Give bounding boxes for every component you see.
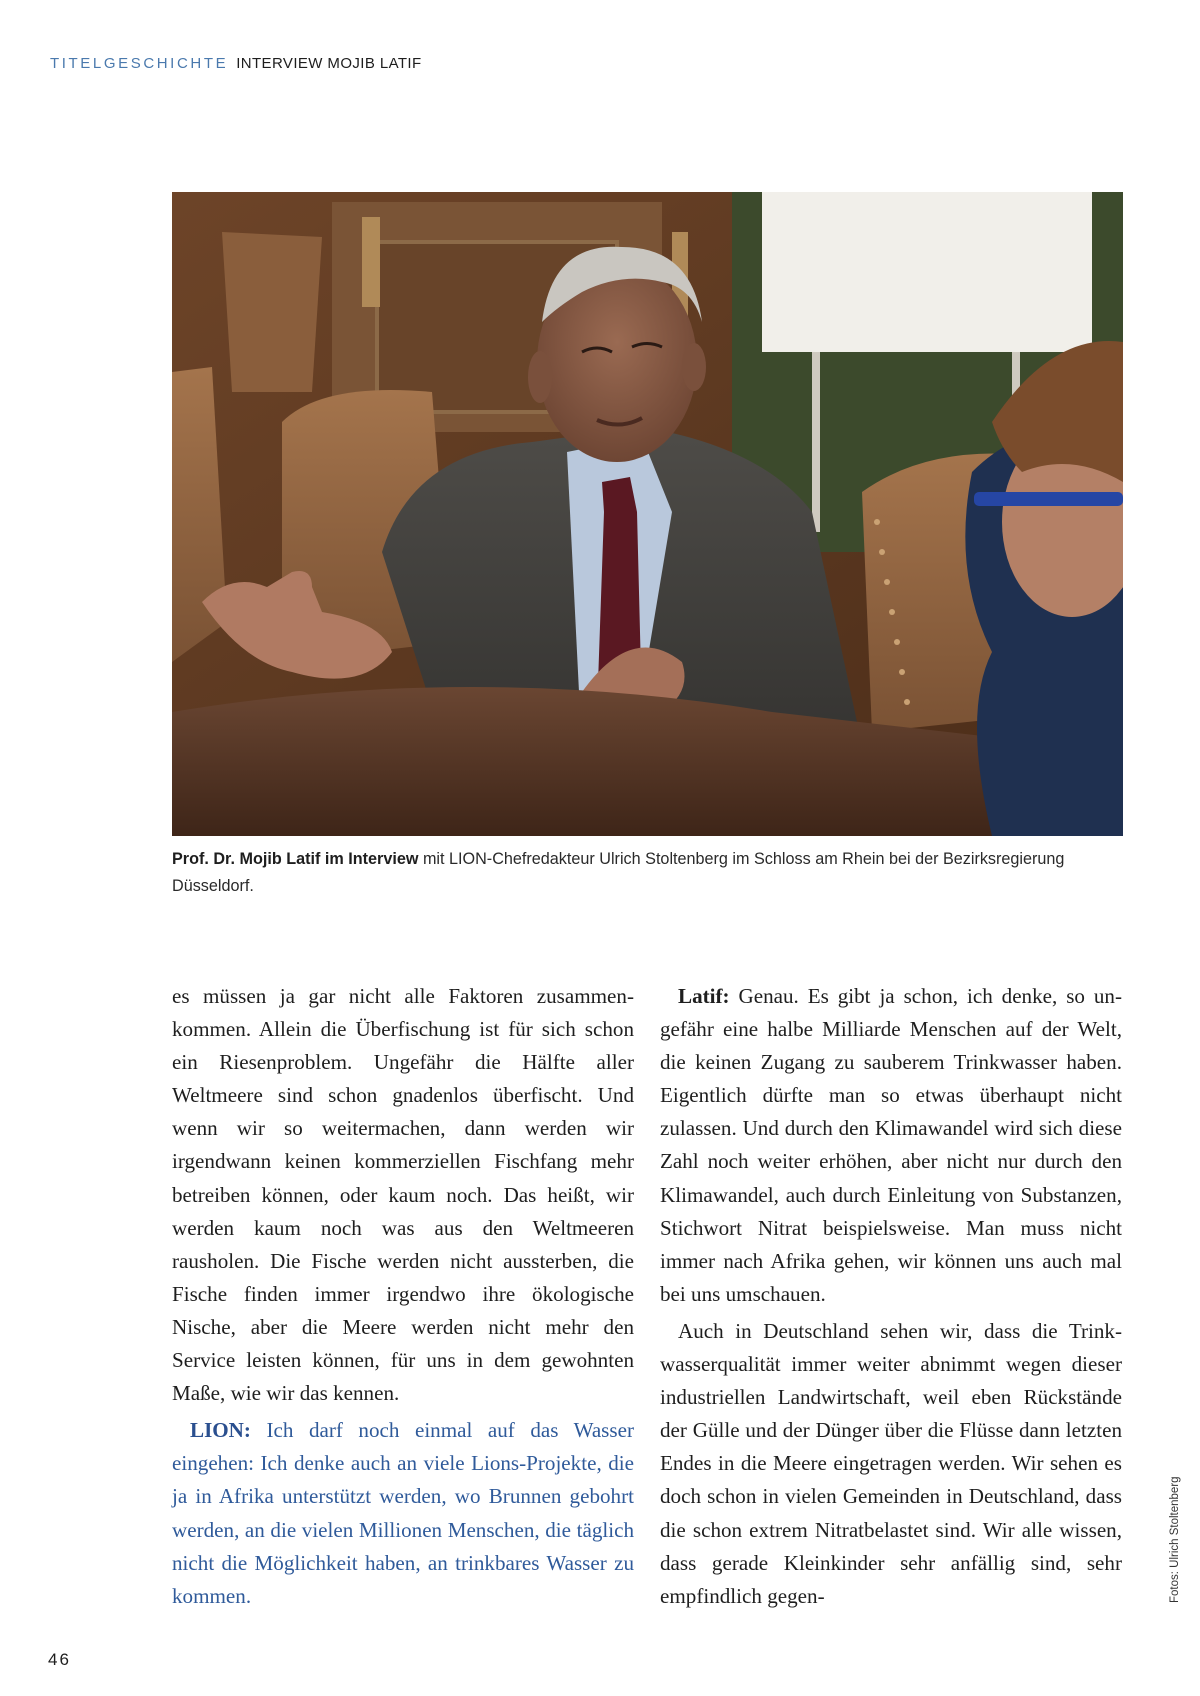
header-topic: INTERVIEW MOJIB LATIF	[236, 55, 422, 72]
interview-photo	[172, 192, 1123, 836]
caption-bold: Prof. Dr. Mojib Latif im Interview	[172, 850, 419, 868]
running-header	[50, 55, 422, 72]
page-number: 46	[48, 1650, 71, 1669]
caption-text: mit LION-Chefredakteur Ulrich Stoltenberg im Schloss am Rhein bei der Bezirksregierung Düsseldorf.	[172, 850, 1065, 895]
latif-answer-text: Genau. Es gibt ja schon, ich denke, so ungefähr eine halbe Milliarde Menschen auf der Welt, die keinen Zugang zu sauberem Trinkwasser haben. Eigentlich dürfte man so etwas überhaupt nicht zulassen. Und durch den Klimawandel wird sich diese Zahl noch weiter erhöhen, aber nicht nur durch den Klimawandel, auch durch Einleitung von Substanzen, Stichwort Nitrat beispielsweise. Man muss nicht immer nach Afrika gehen, wir können uns auch mal bei uns umschauen.	[660, 984, 1122, 1306]
photo-caption	[172, 846, 1123, 900]
lion-question-text: Ich darf noch einmal auf das Wasser eingehen: Ich denke auch an viele Lions-Projekte, die ja in Afrika unterstützt werden, wo Brunnen gebohrt werden, an die vielen Millionen Menschen, die täglich nicht die Möglichkeit haben, an trinkbares Wasser zu kommen.	[172, 1418, 634, 1608]
latif-answer	[660, 980, 1122, 1311]
header-section: TITELGESCHICHTE	[50, 55, 229, 72]
latif-speaker: Latif:	[678, 984, 730, 1008]
lion-speaker: LION:	[190, 1418, 251, 1443]
right-column	[660, 980, 1122, 1613]
right-paragraph-2: Auch in Deutschland sehen wir, dass die Trinkwasserqualität immer weiter abnimmt wegen dieser industriellen Landwirtschaft, weil eben Rückstände der Gülle und der Dünger über die Flüsse dann letzten Endes in die Meere eingetragen werden. Wir sehen es doch schon in vielen Gemeinden in Deutschland, dass die schon extrem Nitratbelastet sind. Wir alle wissen, dass gerade Kleinkinder sehr anfällig sind, sehr empfindlich gegen-	[660, 1318, 1122, 1608]
left-paragraph-1: es müssen ja gar nicht alle Faktoren zusammenkommen. Allein die Überfischung ist für sich schon ein Riesenproblem. Ungefähr die Hälfte aller Weltmeere sind schon gnadenlos überfischt. Und wenn wir so weitermachen, dann werden wir irgendwann keinen kommerziellen Fischfang mehr betreiben können, oder kaum noch. Das heißt, wir werden kaum noch was aus den Weltmeeren rausholen. Die Fische werden nicht aussterben, die Fische finden immer irgendwo ihre ökologische Nische, aber die Meere werden nicht mehr den Service leisten können, für uns in dem gewohnten Maße, wie wir das kennen.	[172, 984, 634, 1406]
photo-credit: Fotos: Ulrich Stoltenberg	[1169, 1476, 1181, 1603]
lion-question	[172, 1414, 634, 1613]
left-column	[172, 980, 634, 1613]
